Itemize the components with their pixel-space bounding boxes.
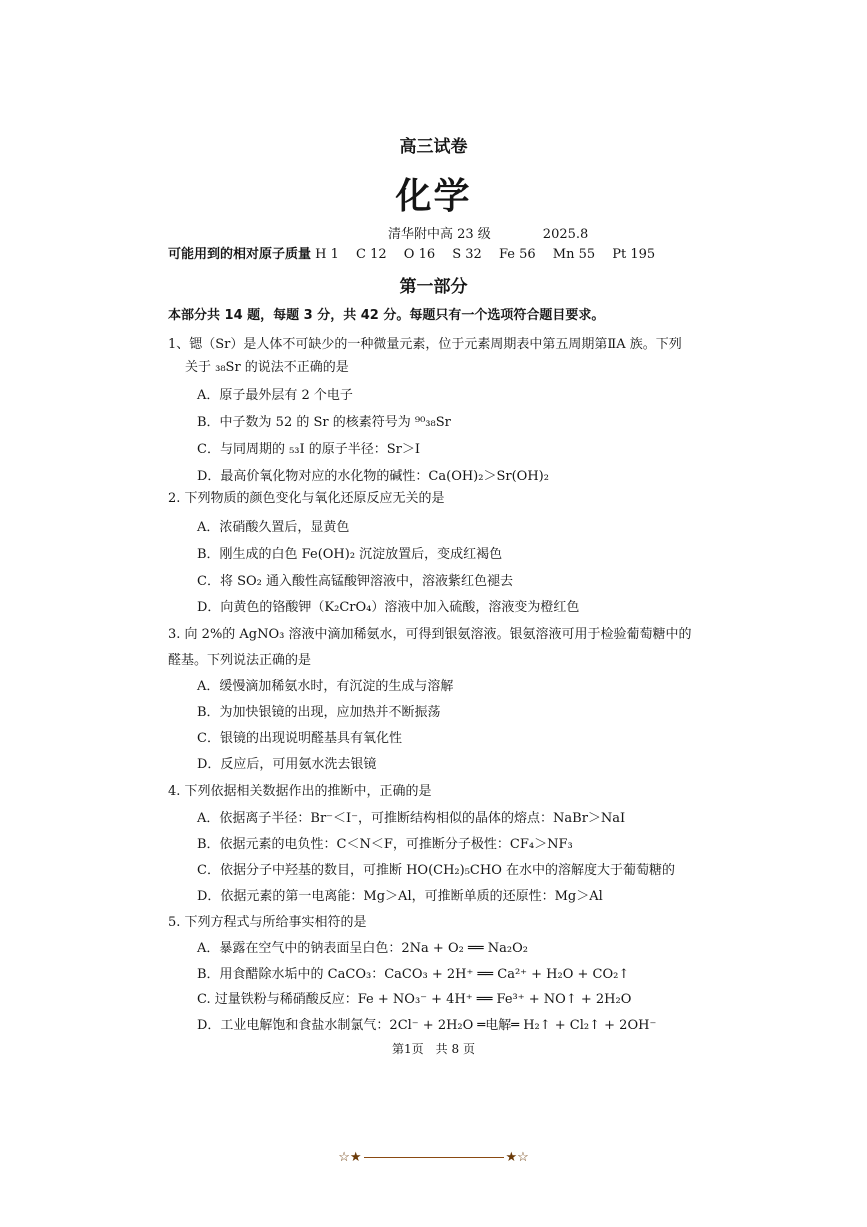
- decorative-divider: [0, 1150, 867, 1165]
- question-3-option-a: A．缓慢滴加稀氨水时，有沉淀的生成与溶解: [197, 679, 454, 694]
- question-5-option-a: A．暴露在空气中的钠表面呈白色：2Na + O₂ ══ Na₂O₂: [197, 941, 528, 956]
- question-4-option-d: D．依据元素的第一电离能：Mg＞Al，可推断单质的还原性：Mg＞Al: [197, 889, 603, 904]
- question-1-option-a: A．原子最外层有 2 个电子: [197, 388, 353, 403]
- divider-line: [364, 1157, 504, 1158]
- question-2-option-a: A．浓硝酸久置后，显黄色: [197, 520, 350, 535]
- question-2-stem: 2. 下列物质的颜色变化与氧化还原反应无关的是: [168, 491, 445, 506]
- subject-title: 化学: [395, 176, 472, 217]
- part-title: 第一部分: [399, 277, 468, 297]
- star-icon: ★☆: [505, 1150, 529, 1165]
- question-5-option-d: D．工业电解饱和食盐水制氯气：2Cl⁻ + 2H₂O ═电解═ H₂↑ + Cl₂↑ + 2OH⁻: [197, 1018, 657, 1033]
- question-4-option-a: A．依据离子半径：Br⁻＜I⁻，可推断结构相似的晶体的熔点：NaBr＞NaI: [197, 811, 626, 826]
- school-and-date: 清华附中高 23 级 2025.8: [388, 227, 589, 242]
- question-1-option-d: D．最高价氧化物对应的水化物的碱性：Ca(OH)₂＞Sr(OH)₂: [197, 469, 549, 484]
- question-4-stem: 4. 下列依据相关数据作出的推断中，正确的是: [168, 784, 432, 799]
- page-footer: 第1页 共 8 页: [392, 1042, 475, 1056]
- question-5-stem: 5. 下列方程式与所给事实相符的是: [168, 915, 367, 930]
- question-1-option-c: C．与同周期的 ₅₃I 的原子半径：Sr＞I: [197, 442, 421, 457]
- question-3-stem: 3. 向 2%的 AgNO₃ 溶液中滴加稀氨水，可得到银氨溶液。银氨溶液可用于检验葡萄糖中的: [168, 627, 692, 642]
- atomic-mass-values: H 1 C 12 O 16 S 32 Fe 56 Mn 55 Pt 195: [311, 247, 656, 262]
- question-3-option-b: B．为加快银镜的出现，应加热并不断振荡: [197, 705, 441, 720]
- section-instructions: 本部分共 14 题，每题 3 分，共 42 分。每题只有一个选项符合题目要求。: [168, 308, 605, 323]
- question-1-option-b: B．中子数为 52 的 Sr 的核素符号为 ⁹⁰₃₈Sr: [197, 415, 451, 430]
- question-2-option-b: B．刚生成的白色 Fe(OH)₂ 沉淀放置后，变成红褐色: [197, 547, 503, 562]
- question-5-option-c: C. 过量铁粉与稀硝酸反应：Fe + NO₃⁻ + 4H⁺ ══ Fe³⁺ + NO↑ + 2H₂O: [197, 992, 632, 1007]
- exam-kicker: 高三试卷: [399, 137, 468, 157]
- question-2-option-c: C．将 SO₂ 通入酸性高锰酸钾溶液中，溶液紫红色褪去: [197, 574, 513, 589]
- atomic-mass-line: [168, 243, 655, 262]
- question-4-option-b: B．依据元素的电负性：C＜N＜F，可推断分子极性：CF₄＞NF₃: [197, 837, 573, 852]
- star-icon: ☆★: [338, 1150, 362, 1165]
- question-3-option-d: D．反应后，可用氨水洗去银镜: [197, 757, 377, 772]
- question-5-option-b: B．用食醋除水垢中的 CaCO₃：CaCO₃ + 2H⁺ ══ Ca²⁺ + H₂O + CO₂↑: [197, 967, 630, 982]
- question-4-option-c: C．依据分子中羟基的数目，可推断 HO(CH₂)₅CHO 在水中的溶解度大于葡萄糖的: [197, 863, 675, 878]
- question-3-option-c: C．银镜的出现说明醛基具有氧化性: [197, 731, 402, 746]
- question-2-option-d: D．向黄色的铬酸钾（K₂CrO₄）溶液中加入硫酸，溶液变为橙红色: [197, 600, 580, 615]
- atomic-mass-label: 可能用到的相对原子质量: [168, 247, 312, 262]
- question-1-stem: 1、锶（Sr）是人体不可缺少的一种微量元素，位于元素周期表中第五周期第ⅡA 族。下列: [168, 337, 682, 352]
- question-3-stem-cont: 醛基。下列说法正确的是: [168, 653, 312, 668]
- question-1-stem-cont: 关于 ₃₈Sr 的说法不正确的是: [185, 360, 349, 375]
